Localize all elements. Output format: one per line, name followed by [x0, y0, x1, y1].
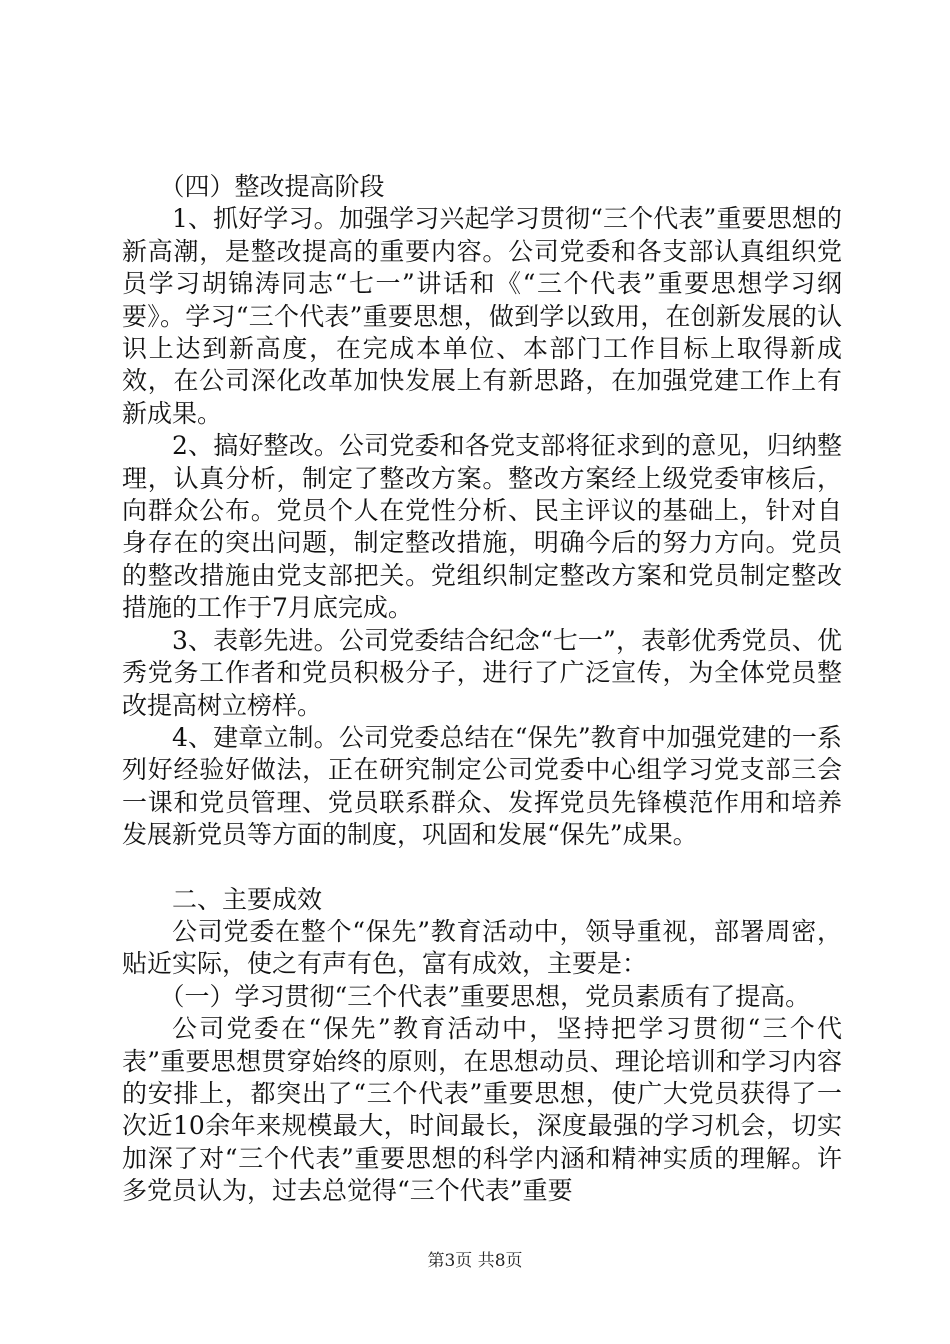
paragraph-study: 1、抓好学习。加强学习兴起学习贯彻“三个代表”重要思想的新高潮，是整改提高的重要内容。公司党委和各支部认真组织党员学习胡锦涛同志“七一”讲话和《“三个代表”重要思想学习纲要》。学习“三个代表”重要思想，做到学以致用，在创新发展的认识上达到新高度，在完成本单位、本部门工作目标上取得新成效，在公司深化改革加快发展上有新思路，在加强党建工作上有新成果。 [122, 204, 842, 428]
paragraph-commend: 3、表彰先进。公司党委结合纪念“七一”，表彰优秀党员、优秀党务工作者和党员积极分子，进行了广泛宣传，为全体党员整改提高树立榜样。 [122, 625, 842, 720]
paragraph-rules: 4、建章立制。公司党委总结在“保先”教育中加强党建的一系列好经验好做法，正在研究制定公司党委中心组学习党支部三会一课和党员管理、党员联系群众、发挥党员先锋模范作用和培养发展新党员等方面的制度，巩固和发展“保先”成果。 [122, 722, 842, 850]
section-heading-4: （四）整改提高阶段 [159, 172, 385, 201]
document-body [122, 171, 842, 1208]
subsection-heading-1: （一）学习贯彻“三个代表”重要思想，党员素质有了提高。 [159, 981, 811, 1011]
section-heading-2: 二、主要成效 [172, 884, 323, 914]
paragraph-rectify: 2、搞好整改。公司党委和各党支部将征求到的意见，归纳整理，认真分析，制定了整改方案。整改方案经上级党委审核后，向群众公布。党员个人在党性分析、民主评议的基础上，针对自身存在的突出问题，制定整改措施，明确今后的努力方向。党员的整改措施由党支部把关。党组织制定整改方案和党员制定整改措施的工作于7月底完成。 [122, 431, 842, 623]
blank-line [122, 852, 842, 884]
page-footer: 第3页 共8页 [427, 1251, 523, 1271]
paragraph-study-detail: 公司党委在“保先”教育活动中，坚持把学习贯彻“三个代表”重要思想贯穿始终的原则，在思想动员、理论培训和学习内容的安排上，都突出了“三个代表”重要思想，使广大党员获得了一次近10余年来规模最大，时间最长，深度最强的学习机会，切实加深了对“三个代表”重要思想的科学内涵和精神实质的理解。许多党员认为，过去总觉得“三个代表”重要 [122, 1014, 842, 1206]
paragraph-summary: 公司党委在整个“保先”教育活动中，领导重视，部署周密，贴近实际，使之有声有色，富有成效，主要是： [122, 916, 842, 979]
